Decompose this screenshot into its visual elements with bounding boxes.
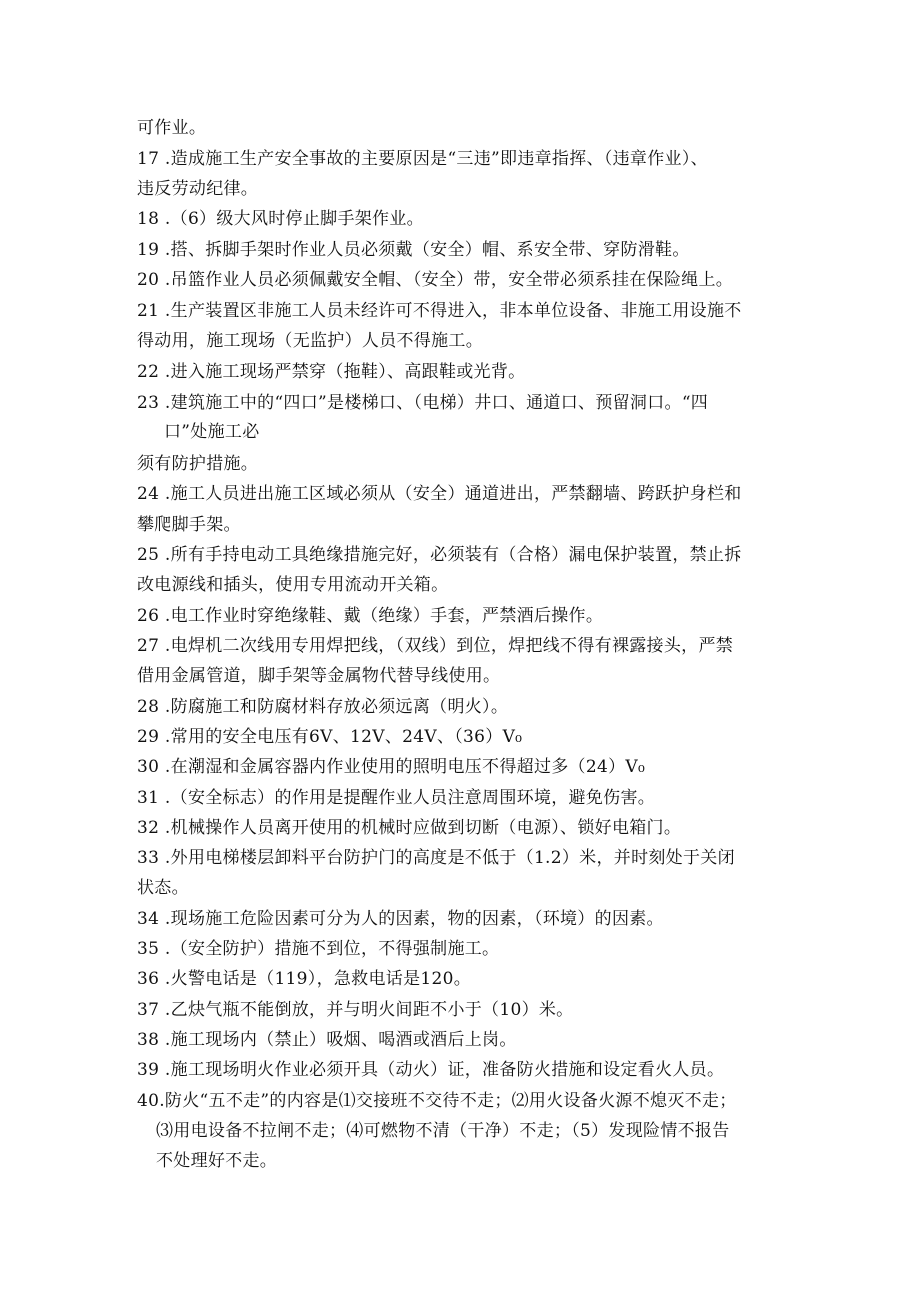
text-line: 31 .（安全标志）的作用是提醒作业人员注意周围环境，避免伤害。: [137, 788, 656, 808]
text-line: 18 .（6）级大风时停止脚手架作业。: [137, 209, 424, 229]
text-line: 24 .施工人员进出施工区域必须从（安全）通道进出，严禁翻墙、跨跃护身栏和: [137, 484, 742, 504]
text-line: 口”处施工必: [164, 422, 260, 442]
text-line: 36 .火警电话是（119），急救电话是120。: [137, 969, 472, 989]
text-line: 38 .施工现场内（禁止）吸烟、喝酒或酒后上岗。: [137, 1030, 517, 1050]
text-line: 25 .所有手持电动工具绝缘措施完好，必须装有（合格）漏电保护装置，禁止拆: [137, 545, 742, 565]
text-line: 攀爬脚手架。: [137, 515, 241, 535]
text-line: 状态。: [137, 878, 189, 898]
text-line: 22 .进入施工现场严禁穿（拖鞋）、高跟鞋或光背。: [137, 362, 526, 382]
text-line: 34 .现场施工危险因素可分为人的因素，物的因素，（环境）的因素。: [137, 909, 664, 929]
text-line: 违反劳动纪律。: [137, 179, 259, 199]
text-line: 20 .吊篮作业人员必须佩戴安全帽、（安全）带，安全带必须系挂在保险绳上。: [137, 270, 734, 290]
text-line: 得动用，施工现场（无监护）人员不得施工。: [137, 331, 483, 351]
text-line: 17 .造成施工生产安全事故的主要原因是“三违”即违章指挥、（违章作业）、: [137, 149, 708, 169]
text-line: 35 .（安全防护）措施不到位，不得强制施工。: [137, 939, 500, 959]
text-line: 21 .生产装置区非施工人员未经许可不得进入，非本单位设备、非施工用设施不: [137, 301, 742, 321]
text-line: 19 .搭、拆脚手架时作业人员必须戴（安全）帽、系安全带、穿防滑鞋。: [137, 240, 690, 260]
text-line: 可作业。: [137, 118, 207, 138]
text-line: 借用金属管道，脚手架等金属物代替导线使用。: [137, 666, 501, 686]
text-line: 30 .在潮湿和金属容器内作业使用的照明电压不得超过多（24）V₀: [137, 757, 646, 777]
text-line: 29 .常用的安全电压有6V、12V、24V、（36）V₀: [137, 727, 523, 747]
text-line: 33 .外用电梯楼层卸料平台防护门的高度是不低于（1.2）米，并时刻处于关闭: [137, 848, 735, 868]
text-line: 改电源线和插头，使用专用流动开关箱。: [137, 575, 449, 595]
text-line: 37 .乙炔气瓶不能倒放，并与明火间距不小于（10）米。: [137, 1000, 574, 1020]
text-line: 须有防护措施。: [137, 454, 259, 474]
text-line: 32 .机械操作人员离开使用的机械时应做到切断（电源）、锁好电箱门。: [137, 818, 682, 838]
text-line: 28 .防腐施工和防腐材料存放必须远离（明火）。: [137, 697, 509, 717]
text-line: 不处理好不走。: [156, 1151, 278, 1171]
text-line: ⑶用电设备不拉闸不走；⑷可燃物不清（干净）不走；（5）发现险情不报告: [156, 1121, 730, 1141]
text-line: 40.防火“五不走”的内容是⑴交接班不交待不走；⑵用火设备火源不熄灭不走；: [137, 1091, 737, 1111]
text-line: 27 .电焊机二次线用专用焊把线，（双线）到位，焊把线不得有裸露接头，严禁: [137, 636, 734, 656]
text-line: 26 .电工作业时穿绝缘鞋、戴（绝缘）手套，严禁酒后操作。: [137, 606, 604, 626]
text-line: 23 .建筑施工中的“四口”是楼梯口、（电梯）井口、通道口、预留洞口。“四: [137, 393, 709, 413]
text-line: 39 .施工现场明火作业必须开具（动火）证，准备防火措施和设定看火人员。: [137, 1060, 725, 1080]
